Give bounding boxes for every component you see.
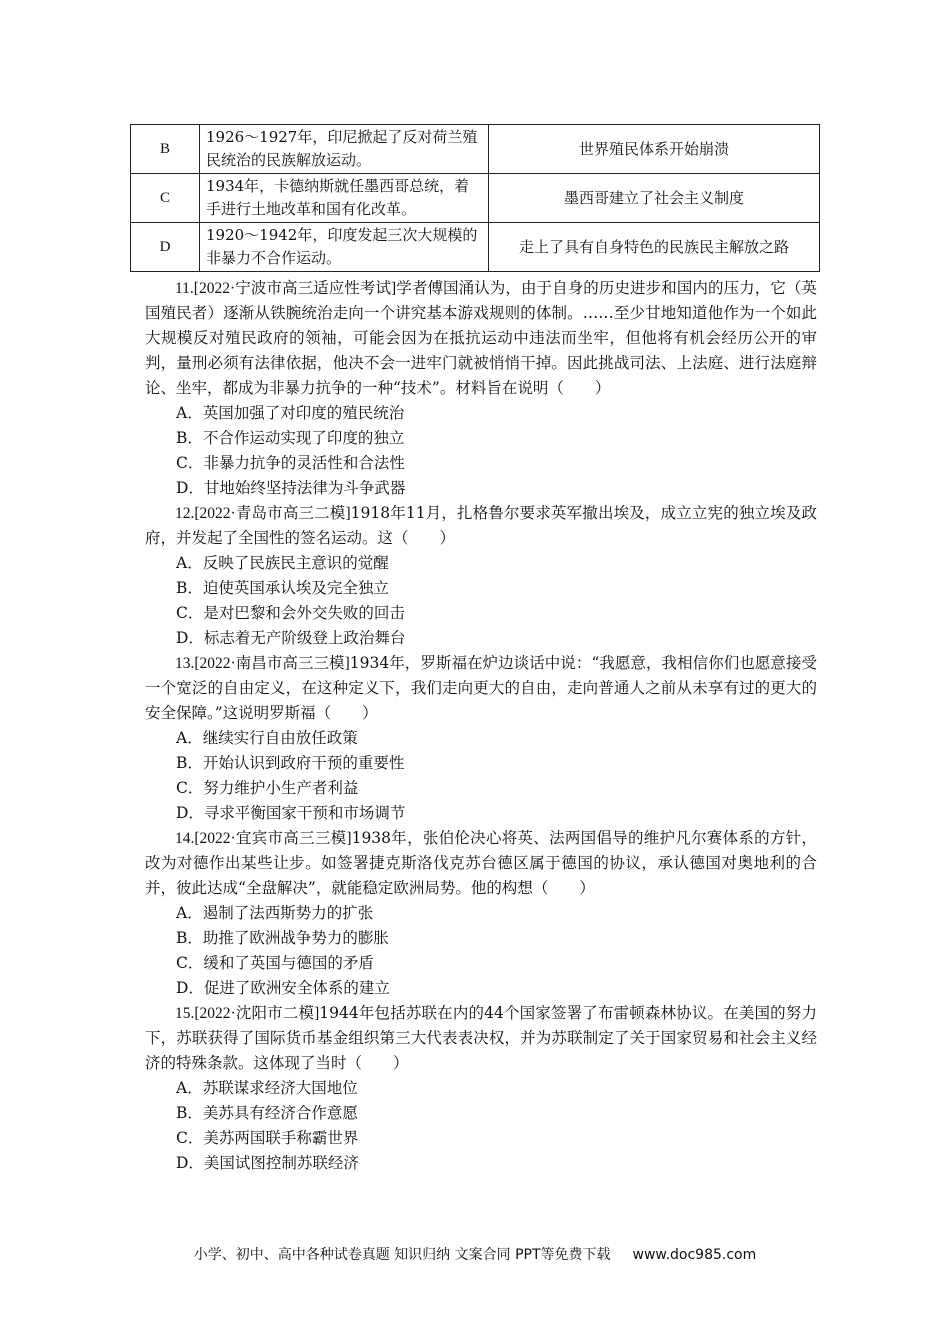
option-b: B．迫使英国承认埃及完全独立 <box>176 579 389 597</box>
option-c: C．是对巴黎和会外交失败的回击 <box>176 604 405 622</box>
footer-text: 小学、初中、高中各种试卷真题 知识归纳 文案合同 PPT等免费下载 <box>193 1247 611 1263</box>
option-d: D．标志着无产阶级登上政治舞台 <box>176 629 406 647</box>
question-text: 1944年包括苏联在内的44个国家签署了布雷顿森林协议。在美国的努力下，苏联获得了国际货币基金组织第三大代表表决权，并为苏联制定了关于国家贸易和社会主义经济的特殊条款。这体现了当时（ ） <box>145 1004 817 1072</box>
option-letter: B <box>131 125 200 174</box>
question-text: 1934年，罗斯福在炉边谈话中说：“我愿意，我相信你们也愿意接受一个宽泛的自由定义，在这种定义下，我们走向更大的自由，走向普通人之前从未享有过的更大的安全保障。”这说明罗斯福（ ） <box>145 654 817 722</box>
page-footer <box>0 1244 950 1264</box>
option-letter: D <box>131 223 200 272</box>
question-text: 1918年11月，扎格鲁尔要求英军撤出埃及，成立立宪的独立埃及政府，并发起了全国性的签名运动。这（ ） <box>145 504 817 547</box>
question-stem <box>145 501 817 551</box>
option-d: D．美国试图控制苏联经济 <box>176 1154 359 1172</box>
option-c: C．缓和了英国与德国的矛盾 <box>176 954 374 972</box>
option-d: D．甘地始终坚持法律为斗争武器 <box>176 479 406 497</box>
question-list <box>145 276 817 1176</box>
option-conclusion: 墨西哥建立了社会主义制度 <box>489 174 820 223</box>
question-text: 1938年，张伯伦决心将英、法两国倡导的维护凡尔赛体系的方针，改为对德作出某些让步。如签署捷克斯洛伐克苏台德区属于德国的协议，承认德国对奥地利的合并，彼此达成“全盘解决”，就能稳定欧洲局势。他的构想（ ） <box>145 829 817 897</box>
table-row <box>131 125 820 174</box>
option-c: C．努力维护小生产者利益 <box>176 779 359 797</box>
question-13 <box>145 651 817 826</box>
question-stem <box>145 651 817 726</box>
option-event: 1926～1927年，印尼掀起了反对荷兰殖民统治的民族解放运动。 <box>200 125 489 174</box>
question-14 <box>145 826 817 1001</box>
option-a: A．英国加强了对印度的殖民统治 <box>176 404 405 422</box>
question-stem <box>145 826 817 901</box>
option-event: 1920～1942年，印度发起三次大规模的非暴力不合作运动。 <box>200 223 489 272</box>
option-a: A．反映了民族民主意识的觉醒 <box>176 554 389 572</box>
question-source: 13.[2022·南昌市高三三模] <box>175 655 350 672</box>
option-b: B．不合作运动实现了印度的独立 <box>176 429 405 447</box>
question-11 <box>145 276 817 501</box>
option-letter: C <box>131 174 200 223</box>
answer-options-table <box>130 124 820 272</box>
question-source: 11.[2022·宁波市高三适应性考试] <box>175 280 397 297</box>
question-source: 15.[2022·沈阳市二模] <box>175 1005 320 1022</box>
option-event: 1934年，卡德纳斯就任墨西哥总统，着手进行土地改革和国有化改革。 <box>200 174 489 223</box>
option-d: D．寻求平衡国家干预和市场调节 <box>176 804 406 822</box>
option-a: A．遏制了法西斯势力的扩张 <box>176 904 374 922</box>
footer-link[interactable]: www.doc985.com <box>632 1247 757 1263</box>
option-b: B．助推了欧洲战争势力的膨胀 <box>176 929 389 947</box>
table-row <box>131 223 820 272</box>
option-conclusion: 走上了具有自身特色的民族民主解放之路 <box>489 223 820 272</box>
question-stem <box>145 1001 817 1076</box>
option-c: C．美苏两国联手称霸世界 <box>176 1129 359 1147</box>
option-b: B．美苏具有经济合作意愿 <box>176 1104 358 1122</box>
option-c: C．非暴力抗争的灵活性和合法性 <box>176 454 405 472</box>
question-15 <box>145 1001 817 1176</box>
option-a: A．继续实行自由放任政策 <box>176 729 358 747</box>
option-conclusion: 世界殖民体系开始崩溃 <box>489 125 820 174</box>
table-row <box>131 174 820 223</box>
question-source: 14.[2022·宜宾市高三三模] <box>175 830 352 847</box>
option-d: D．促进了欧洲安全体系的建立 <box>176 979 390 997</box>
option-a: A．苏联谋求经济大国地位 <box>176 1079 358 1097</box>
option-b: B．开始认识到政府干预的重要性 <box>176 754 405 772</box>
question-stem <box>145 276 817 401</box>
question-text: 学者傅国涌认为，由于自身的历史进步和国内的压力，它（英国殖民者）逐渐从铁腕统治走向一个讲究基本游戏规则的体制。……至少甘地知道他作为一个如此大规模反对殖民政府的领袖，可能会因为在抵抗运动中违法而坐牢，但他将有机会经历公开的审判，量刑必须有法律依据，他决不会一进牢门就被悄悄干掉。因此挑战司法、上法庭、进行法庭辩论、坐牢，都成为非暴力抗争的一种“技术”。材料旨在说明（ ） <box>145 279 817 397</box>
question-12 <box>145 501 817 651</box>
question-source: 12.[2022·青岛市高三二模] <box>175 505 351 522</box>
